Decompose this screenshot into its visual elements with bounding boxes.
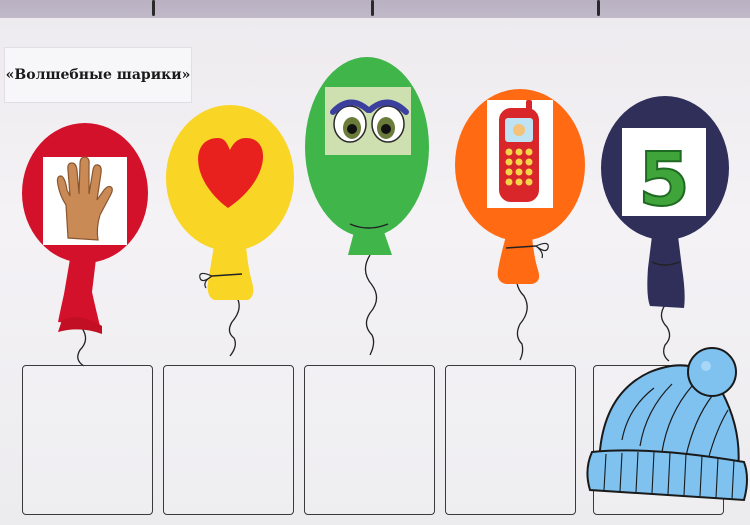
knit-hat-icon[interactable] <box>587 348 747 500</box>
title-text: «Волшебные шарики» <box>5 67 191 83</box>
number-five-icon: 5 <box>638 137 690 223</box>
